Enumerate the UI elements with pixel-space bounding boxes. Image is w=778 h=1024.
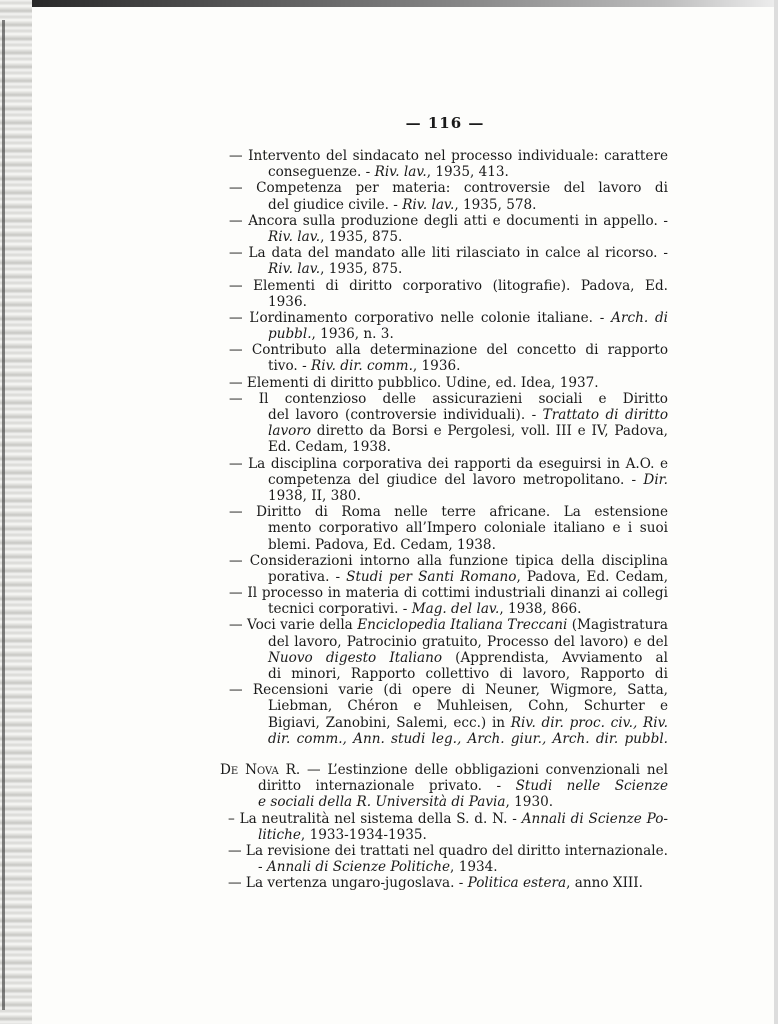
bibliography-line bbox=[220, 617, 668, 633]
line-text: , 1936, n. 3. bbox=[311, 326, 394, 343]
entry-gap bbox=[220, 747, 668, 762]
bibliography-line bbox=[220, 875, 668, 891]
journal-title: Politica estera bbox=[467, 875, 567, 892]
line-text: di minori, Rapporto collettivo di lavoro, Rapporto di bbox=[268, 666, 668, 682]
journal-title: Trattato di diritto bbox=[542, 407, 668, 423]
bibliography-line bbox=[220, 778, 668, 794]
bibliography-line bbox=[220, 213, 668, 229]
line-text: — La revisione dei trattati nel quadro del diritto internazionale. bbox=[228, 842, 668, 859]
bibliography-line bbox=[220, 682, 668, 698]
scan-right-edge bbox=[774, 0, 778, 1024]
line-text: conseguenze. - bbox=[268, 164, 375, 181]
bibliography-line bbox=[220, 537, 668, 553]
line-text: , 1938, 866. bbox=[499, 601, 582, 618]
journal-title: Arch. di bbox=[611, 309, 668, 326]
author-name: De Nova R. bbox=[220, 761, 301, 778]
line-text: — Intervento del sindacato nel processo individuale: carattere bbox=[229, 148, 668, 164]
bibliography-line bbox=[220, 698, 668, 714]
journal-title: Riv. lav. bbox=[268, 261, 321, 278]
bibliography-line bbox=[220, 553, 668, 569]
journal-title: Studi nelle Scienze bbox=[515, 778, 668, 795]
bibliography-line bbox=[220, 342, 668, 358]
journal-title: Riv. dir. comm. bbox=[311, 358, 413, 375]
bibliography-line bbox=[220, 569, 668, 585]
bibliography-line bbox=[220, 439, 668, 455]
page-number: — 116 — bbox=[405, 114, 485, 132]
line-text: , 1935, 875. bbox=[320, 261, 403, 278]
line-text: del giudice civile. - bbox=[268, 196, 403, 213]
line-text: Bigiavi, Zanobini, Salemi, ecc.) in bbox=[268, 714, 511, 731]
line-text: tecnici corporativi. - bbox=[268, 601, 412, 618]
bibliography-line bbox=[220, 358, 668, 374]
author-heading-line bbox=[220, 762, 668, 778]
line-text: – La neutralità nel sistema della S. d. N. - bbox=[228, 810, 522, 827]
journal-title: Enciclopedia Italiana Treccani bbox=[357, 617, 568, 634]
journal-title: Riv. dir. proc. civ., Riv. bbox=[510, 714, 668, 731]
bibliography-line bbox=[220, 456, 668, 472]
journal-title: lavoro bbox=[268, 423, 311, 440]
line-text: — Ancora sulla produzione degli atti e documenti in appello. - bbox=[229, 212, 668, 229]
line-text: mento corporativo all’Impero coloniale italiano e i suoi bbox=[268, 520, 668, 537]
journal-title: Nuovo digesto Italiano bbox=[268, 649, 443, 666]
bibliography-line bbox=[220, 843, 668, 859]
line-text: — Elementi di diritto corporativo (litografie). Padova, Ed. bbox=[229, 277, 668, 294]
line-text: Ed. Cedam, 1938. bbox=[268, 439, 391, 456]
bibliography-line bbox=[220, 180, 668, 196]
line-text: del lavoro, Patrocinio gratuito, Processo del lavoro) e del bbox=[268, 633, 668, 650]
line-text: tivo. - bbox=[268, 358, 311, 375]
journal-title: Dir. bbox=[643, 471, 668, 488]
bibliography-line bbox=[220, 859, 668, 875]
bibliography-line bbox=[220, 488, 668, 504]
line-text: — Elementi di diritto pubblico. Udine, ed. Idea, 1937. bbox=[229, 374, 599, 391]
journal-title: Studi per Santi Romano bbox=[346, 568, 517, 585]
bibliography-text bbox=[220, 148, 668, 891]
journal-title: e sociali della R. Università di Pavia bbox=[258, 794, 506, 811]
bibliography-line bbox=[220, 164, 668, 180]
bibliography-line bbox=[220, 634, 668, 650]
bibliography-line bbox=[220, 310, 668, 326]
journal-title: Mag. del lav. bbox=[411, 601, 500, 618]
journal-title: pubbl. bbox=[268, 326, 312, 343]
line-text: — Contributo alla determinazione del concetto di rapporto bbox=[229, 342, 668, 359]
bibliography-line bbox=[220, 407, 668, 423]
line-text: , 1935, 578. bbox=[454, 196, 537, 213]
line-text: — La vertenza ungaro-jugoslava. - bbox=[228, 875, 468, 892]
bibliography-line bbox=[220, 731, 668, 747]
line-text: - bbox=[258, 859, 267, 876]
journal-title: Riv. lav. bbox=[268, 228, 321, 245]
line-text: , 1935, 875. bbox=[320, 228, 403, 245]
line-text: , 1935, 413. bbox=[426, 164, 509, 181]
bibliography-line bbox=[220, 650, 668, 666]
line-text: (Magistratura bbox=[567, 617, 668, 634]
bibliography-line bbox=[220, 423, 668, 439]
line-text: — Diritto di Roma nelle terre africane. La estensione bbox=[229, 504, 668, 521]
bibliography-line bbox=[220, 666, 668, 682]
line-text: , 1936. bbox=[412, 358, 461, 375]
bibliography-line bbox=[220, 229, 668, 245]
bibliography-line bbox=[220, 245, 668, 261]
bibliography-line bbox=[220, 472, 668, 488]
line-text: del lavoro (controversie individuali). - bbox=[268, 407, 543, 423]
bibliography-line bbox=[220, 197, 668, 213]
scan-top-edge bbox=[0, 0, 778, 7]
scan-binding-edge bbox=[0, 0, 32, 1024]
bibliography-line bbox=[220, 794, 668, 810]
line-text: — Recensioni varie (di opere di Neuner, Wigmore, Satta, bbox=[229, 682, 668, 699]
bibliography-line bbox=[220, 585, 668, 601]
bibliography-line bbox=[220, 811, 668, 827]
bibliography-line bbox=[220, 504, 668, 520]
bibliography-line bbox=[220, 375, 668, 391]
bibliography-line bbox=[220, 827, 668, 843]
journal-title: Annali di Scienze Politiche bbox=[266, 859, 451, 876]
line-text: — Competenza per materia: controversie del lavoro di bbox=[229, 180, 668, 197]
bibliography-line bbox=[220, 326, 668, 342]
line-text: (Apprendista, Avviamento al bbox=[455, 649, 668, 666]
line-text: — Il processo in materia di cottimi industriali dinanzi ai collegi bbox=[229, 585, 668, 602]
line-text: , 1934. bbox=[450, 859, 498, 876]
line-text: porativa. - bbox=[268, 568, 347, 585]
line-text: — Voci varie della bbox=[229, 617, 358, 634]
line-text: 1938, II, 380. bbox=[268, 487, 361, 504]
line-text: — Considerazioni intorno alla funzione tipica della disciplina bbox=[229, 552, 668, 569]
journal-title: Riv. lav. bbox=[374, 164, 427, 181]
journal-title: dir. comm., Ann. studi leg., Arch. giur., Arch. dir. pubbl. bbox=[268, 730, 668, 747]
bibliography-line bbox=[220, 148, 668, 164]
bibliography-line bbox=[220, 601, 668, 617]
line-text: , 1933-1934-1935. bbox=[300, 826, 427, 843]
bibliography-line bbox=[220, 261, 668, 277]
line-text: — L’ordinamento corporativo nelle colonie italiane. - bbox=[229, 309, 612, 326]
line-text: — Il contenzioso delle assicurazieni sociali e Diritto bbox=[229, 390, 668, 407]
bibliography-line bbox=[220, 715, 668, 731]
line-text: competenza del giudice del lavoro metropolitano. - bbox=[268, 471, 644, 488]
journal-title: litiche bbox=[258, 826, 301, 843]
line-text: — La data del mandato alle liti rilasciato in calce al ricorso. - bbox=[229, 245, 668, 262]
line-text: , Padova, Ed. Cedam, bbox=[516, 568, 668, 585]
bibliography-line bbox=[220, 391, 668, 407]
journal-title: Riv. lav. bbox=[402, 196, 455, 213]
line-text: , 1930. bbox=[505, 794, 554, 811]
line-text: blemi. Padova, Ed. Cedam, 1938. bbox=[268, 536, 496, 553]
journal-title: Annali di Scienze Po- bbox=[521, 810, 668, 827]
bibliography-line bbox=[220, 294, 668, 310]
line-text: — L’estinzione delle obbligazioni convenzionali nel bbox=[300, 761, 668, 778]
line-text: , anno XIII. bbox=[566, 875, 643, 892]
bibliography-line bbox=[220, 520, 668, 536]
line-text: Liebman, Chéron e Muhleisen, Cohn, Schurter e bbox=[268, 698, 668, 715]
line-text: — La disciplina corporativa dei rapporti da eseguirsi in A.O. e bbox=[229, 455, 668, 472]
line-text: diritto internazionale privato. - bbox=[258, 778, 516, 795]
line-text: diretto da Borsi e Pergolesi, voll. III e IV, Padova, bbox=[311, 423, 668, 440]
line-text: 1936. bbox=[268, 293, 307, 310]
bibliography-line bbox=[220, 278, 668, 294]
